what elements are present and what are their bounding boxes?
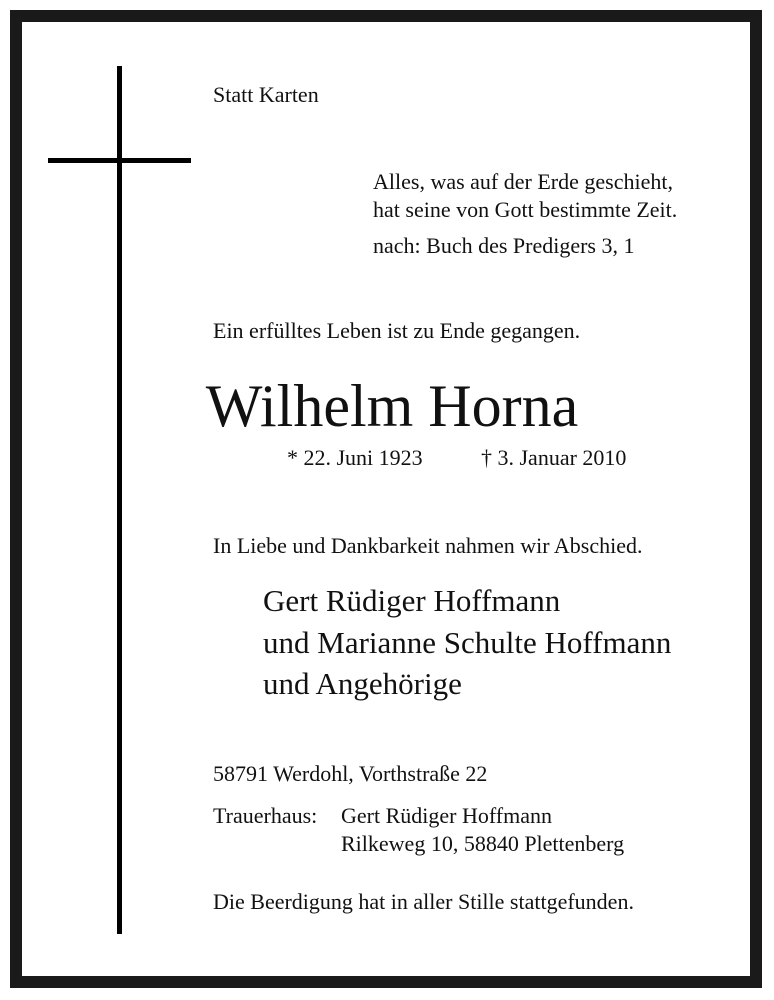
death-date: † 3. Januar 2010 — [481, 445, 627, 470]
mourner-line-1: Gert Rüdiger Hoffmann — [263, 583, 561, 618]
mourner-line-3: und Angehörige — [263, 666, 462, 701]
verse-source: nach: Buch des Predigers 3, 1 — [373, 233, 635, 258]
cross-vertical-bar — [117, 66, 122, 934]
intro-text: Ein erfülltes Leben ist zu Ende gegangen. — [213, 318, 581, 343]
verse-line-2: hat seine von Gott bestimmte Zeit. — [373, 197, 678, 222]
header-text: Statt Karten — [213, 82, 319, 107]
mourner-line-2: und Marianne Schulte Hoffmann — [263, 625, 672, 660]
trauerhaus-label: Trauerhaus: — [213, 803, 318, 828]
verse-line-1: Alles, was auf der Erde geschieht, — [373, 169, 673, 194]
family-address: 58791 Werdohl, Vorthstraße 22 — [213, 761, 488, 786]
trauerhaus-address: Rilkeweg 10, 58840 Plettenberg — [341, 831, 625, 856]
farewell-text: In Liebe und Dankbarkeit nahmen wir Abschied. — [213, 533, 643, 558]
funeral-note: Die Beerdigung hat in aller Stille stattgefunden. — [213, 889, 634, 914]
cross-horizontal-bar — [48, 158, 191, 163]
trauerhaus-name: Gert Rüdiger Hoffmann — [341, 803, 552, 828]
birth-date: * 22. Juni 1923 — [287, 445, 423, 470]
deceased-name: Wilhelm Horna — [205, 373, 579, 439]
